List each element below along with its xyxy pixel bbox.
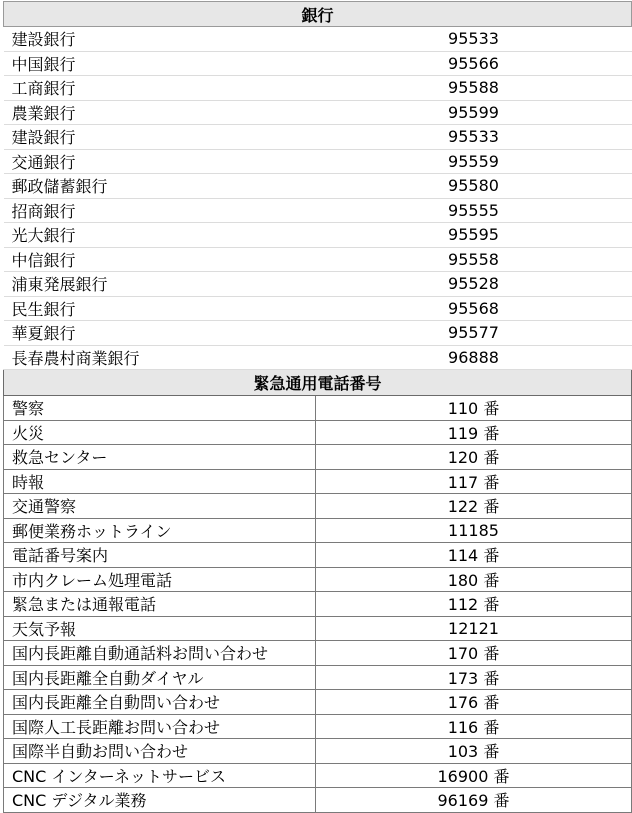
banks-number-cell: 95595 <box>316 223 632 248</box>
banks-number-cell: 95528 <box>316 272 632 297</box>
emergency-number-cell: 11185 <box>316 518 632 543</box>
emergency-number-cell: 103 番 <box>316 739 632 764</box>
phone-directory-table <box>3 1 632 813</box>
emergency-number-cell: 116 番 <box>316 714 632 739</box>
emergency-row <box>4 788 632 813</box>
banks-name-cell: 華夏銀行 <box>4 321 316 346</box>
emergency-row <box>4 665 632 690</box>
bank-row <box>4 51 632 76</box>
bank-row <box>4 174 632 199</box>
emergency-name-cell: 国内長距離全自動問い合わせ <box>4 690 316 715</box>
emergency-name-cell: 国内長距離自動通話料お問い合わせ <box>4 641 316 666</box>
emergency-row <box>4 543 632 568</box>
banks-number-cell: 95577 <box>316 321 632 346</box>
emergency-row <box>4 739 632 764</box>
emergency-number-cell: 16900 番 <box>316 763 632 788</box>
emergency-number-cell: 117 番 <box>316 469 632 494</box>
banks-name-cell: 農業銀行 <box>4 100 316 125</box>
banks-number-cell: 95533 <box>316 27 632 52</box>
banks-number-cell: 96888 <box>316 345 632 370</box>
emergency-number-cell: 119 番 <box>316 420 632 445</box>
banks-number-cell: 95533 <box>316 125 632 150</box>
bank-row <box>4 125 632 150</box>
emergency-row <box>4 714 632 739</box>
emergency-number-cell: 114 番 <box>316 543 632 568</box>
emergency-name-cell: 市内クレーム処理電話 <box>4 567 316 592</box>
emergency-row <box>4 616 632 641</box>
banks-name-cell: 中信銀行 <box>4 247 316 272</box>
emergency-number-cell: 120 番 <box>316 445 632 470</box>
banks-number-cell: 95555 <box>316 198 632 223</box>
banks-number-cell: 95566 <box>316 51 632 76</box>
emergency-number-cell: 170 番 <box>316 641 632 666</box>
emergency-row <box>4 396 632 421</box>
emergency-name-cell: 緊急または通報電話 <box>4 592 316 617</box>
bank-row <box>4 272 632 297</box>
emergency-name-cell: 国際人工長距離お問い合わせ <box>4 714 316 739</box>
table-body <box>4 2 632 813</box>
emergency-row <box>4 763 632 788</box>
emergency-name-cell: 郵便業務ホットライン <box>4 518 316 543</box>
banks-number-cell: 95580 <box>316 174 632 199</box>
emergency-name-cell: 火災 <box>4 420 316 445</box>
banks-name-cell: 光大銀行 <box>4 223 316 248</box>
bank-row <box>4 100 632 125</box>
bank-row <box>4 247 632 272</box>
banks-number-cell: 95599 <box>316 100 632 125</box>
emergency-name-cell: CNC デジタル業務 <box>4 788 316 813</box>
emergency-name-cell: 交通警察 <box>4 494 316 519</box>
banks-name-cell: 交通銀行 <box>4 149 316 174</box>
emergency-row <box>4 420 632 445</box>
banks-name-cell: 郵政儲蓄銀行 <box>4 174 316 199</box>
banks-name-cell: 工商銀行 <box>4 76 316 101</box>
banks-name-cell: 長春農村商業銀行 <box>4 345 316 370</box>
emergency-row <box>4 494 632 519</box>
bank-row <box>4 321 632 346</box>
emergency-number-cell: 12121 <box>316 616 632 641</box>
emergency-row <box>4 592 632 617</box>
banks-number-cell: 95568 <box>316 296 632 321</box>
emergency-row <box>4 690 632 715</box>
emergency-number-cell: 112 番 <box>316 592 632 617</box>
emergency-section-header <box>4 370 632 396</box>
banks-number-cell: 95588 <box>316 76 632 101</box>
emergency-name-cell: 電話番号案内 <box>4 543 316 568</box>
banks-name-cell: 浦東発展銀行 <box>4 272 316 297</box>
emergency-row <box>4 518 632 543</box>
bank-row <box>4 223 632 248</box>
emergency-section-title: 緊急通用電話番号 <box>4 370 632 396</box>
emergency-name-cell: 警察 <box>4 396 316 421</box>
emergency-name-cell: 時報 <box>4 469 316 494</box>
banks-name-cell: 建設銀行 <box>4 27 316 52</box>
emergency-number-cell: 173 番 <box>316 665 632 690</box>
bank-row <box>4 76 632 101</box>
emergency-number-cell: 122 番 <box>316 494 632 519</box>
bank-row <box>4 27 632 52</box>
bank-row <box>4 198 632 223</box>
banks-name-cell: 民生銀行 <box>4 296 316 321</box>
emergency-number-cell: 180 番 <box>316 567 632 592</box>
bank-section-header <box>4 2 632 27</box>
emergency-row <box>4 641 632 666</box>
bank-row <box>4 345 632 370</box>
banks-name-cell: 招商銀行 <box>4 198 316 223</box>
banks-name-cell: 中国銀行 <box>4 51 316 76</box>
emergency-row <box>4 567 632 592</box>
banks-name-cell: 建設銀行 <box>4 125 316 150</box>
banks-number-cell: 95558 <box>316 247 632 272</box>
bank-row <box>4 296 632 321</box>
emergency-row <box>4 445 632 470</box>
emergency-name-cell: 国際半自動お問い合わせ <box>4 739 316 764</box>
emergency-name-cell: 救急センター <box>4 445 316 470</box>
emergency-name-cell: 国内長距離全自動ダイヤル <box>4 665 316 690</box>
bank-section-title: 銀行 <box>4 2 632 27</box>
emergency-number-cell: 176 番 <box>316 690 632 715</box>
emergency-name-cell: CNC インターネットサービス <box>4 763 316 788</box>
emergency-name-cell: 天気予報 <box>4 616 316 641</box>
emergency-number-cell: 96169 番 <box>316 788 632 813</box>
banks-number-cell: 95559 <box>316 149 632 174</box>
bank-row <box>4 149 632 174</box>
emergency-number-cell: 110 番 <box>316 396 632 421</box>
emergency-row <box>4 469 632 494</box>
